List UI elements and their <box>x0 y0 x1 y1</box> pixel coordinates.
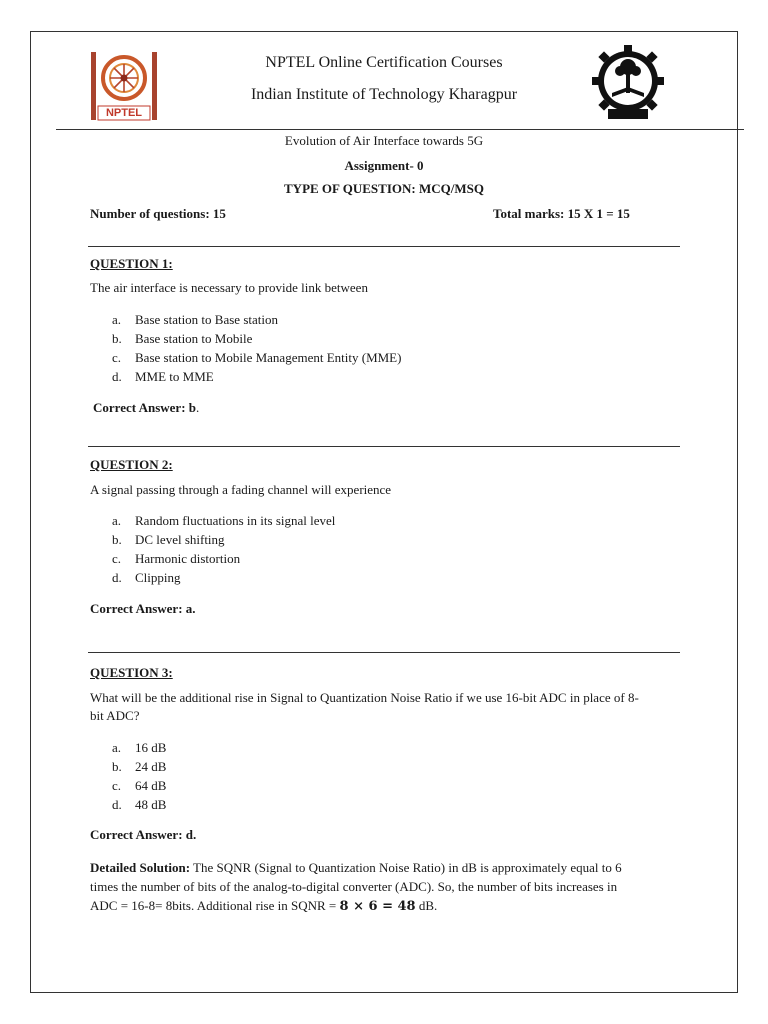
option-text: 48 dB <box>135 797 167 812</box>
question-3-text <box>90 689 690 725</box>
option-d <box>90 367 401 386</box>
solution-text-1: The SQNR (Signal to Quantization Noise Ratio) in dB is approximately equal to 6 <box>190 860 622 875</box>
option-text: Base station to Mobile Management Entity (MME) <box>135 350 402 365</box>
question-1-answer <box>93 399 199 417</box>
number-of-questions-label: Number of questions <box>90 206 206 221</box>
option-text: MME to MME <box>135 369 214 384</box>
number-of-questions <box>90 205 226 223</box>
question-3-solution <box>90 858 700 916</box>
question-type: TYPE OF QUESTION: MCQ/MSQ <box>284 181 484 196</box>
question-3-text-line-2: bit ADC? <box>90 708 140 723</box>
total-marks: Total marks: 15 X 1 = 15 <box>493 206 630 221</box>
answer-tail: . <box>196 400 200 415</box>
question-3-answer: Correct Answer: d. <box>90 827 197 842</box>
option-text: DC level shifting <box>135 532 225 547</box>
option-a <box>90 310 401 329</box>
question-3-divider <box>88 652 680 653</box>
option-letter: a. <box>112 740 122 755</box>
option-text: 16 dB <box>135 740 167 755</box>
option-text: Base station to Mobile <box>135 331 253 346</box>
question-3-heading: QUESTION 3: <box>90 665 173 680</box>
option-letter: a. <box>112 312 122 327</box>
course-title: Evolution of Air Interface towards 5G <box>284 133 484 148</box>
nptel-logo-text: NPTEL <box>105 107 143 119</box>
option-letter: c. <box>112 551 122 566</box>
question-3-options <box>90 738 166 814</box>
option-letter: d. <box>112 570 122 585</box>
iit-kharagpur-crest-icon <box>590 43 666 123</box>
solution-line-1 <box>90 858 700 877</box>
header-line-2: Indian Institute of Technology Kharagpur <box>250 86 518 103</box>
assignment-title: Assignment- 0 <box>344 158 424 173</box>
option-letter: b. <box>112 759 122 774</box>
option-letter: c. <box>112 778 122 793</box>
option-c <box>90 549 335 568</box>
question-2-answer: Correct Answer: a. <box>90 601 196 616</box>
question-1-text: The air interface is necessary to provide link between <box>90 280 368 295</box>
option-letter: b. <box>112 532 122 547</box>
option-text: Base station to Base station <box>135 312 278 327</box>
option-text: Clipping <box>135 570 181 585</box>
option-c <box>90 776 166 795</box>
option-b <box>90 530 335 549</box>
solution-math: 8 × 6 = 48 <box>339 899 416 914</box>
question-2-heading: QUESTION 2: <box>90 457 173 472</box>
option-c <box>90 348 401 367</box>
question-3-text-line-1: What will be the additional rise in Signal to Quantization Noise Ratio if we use 16-bit ADC in place of 8- <box>90 690 639 705</box>
option-letter: c. <box>112 350 122 365</box>
question-2-divider <box>88 446 680 447</box>
solution-text-3-end: dB. <box>415 898 438 913</box>
option-b <box>90 329 401 348</box>
option-a <box>90 738 166 757</box>
question-2-text: A signal passing through a fading channel will experience <box>90 482 392 497</box>
option-d <box>90 568 335 587</box>
option-letter: d. <box>112 797 122 812</box>
option-b <box>90 757 166 776</box>
option-letter: d. <box>112 369 122 384</box>
number-of-questions-value: : 15 <box>205 206 226 221</box>
header-divider <box>56 129 744 130</box>
option-letter: a. <box>112 513 122 528</box>
option-a <box>90 511 335 530</box>
option-text: 24 dB <box>135 759 167 774</box>
option-d <box>90 795 166 814</box>
question-1-divider <box>88 246 680 247</box>
header-line-1: NPTEL Online Certification Courses <box>265 54 503 71</box>
solution-text-3: ADC = 16-8= 8bits. Additional rise in SQNR = <box>90 898 340 913</box>
question-2-options <box>90 511 335 587</box>
question-1-options <box>90 310 401 386</box>
solution-label: Detailed Solution: <box>90 860 191 875</box>
solution-line-2: times the number of bits of the analog-to-digital converter (ADC). So, the number of bits increases in <box>90 879 618 894</box>
question-1-heading: QUESTION 1: <box>90 256 173 271</box>
answer-label: Correct Answer: b <box>93 400 197 415</box>
option-text: Harmonic distortion <box>135 551 241 566</box>
option-text: Random fluctuations in its signal level <box>135 513 336 528</box>
option-text: 64 dB <box>135 778 167 793</box>
option-letter: b. <box>112 331 122 346</box>
solution-line-3 <box>90 896 700 916</box>
